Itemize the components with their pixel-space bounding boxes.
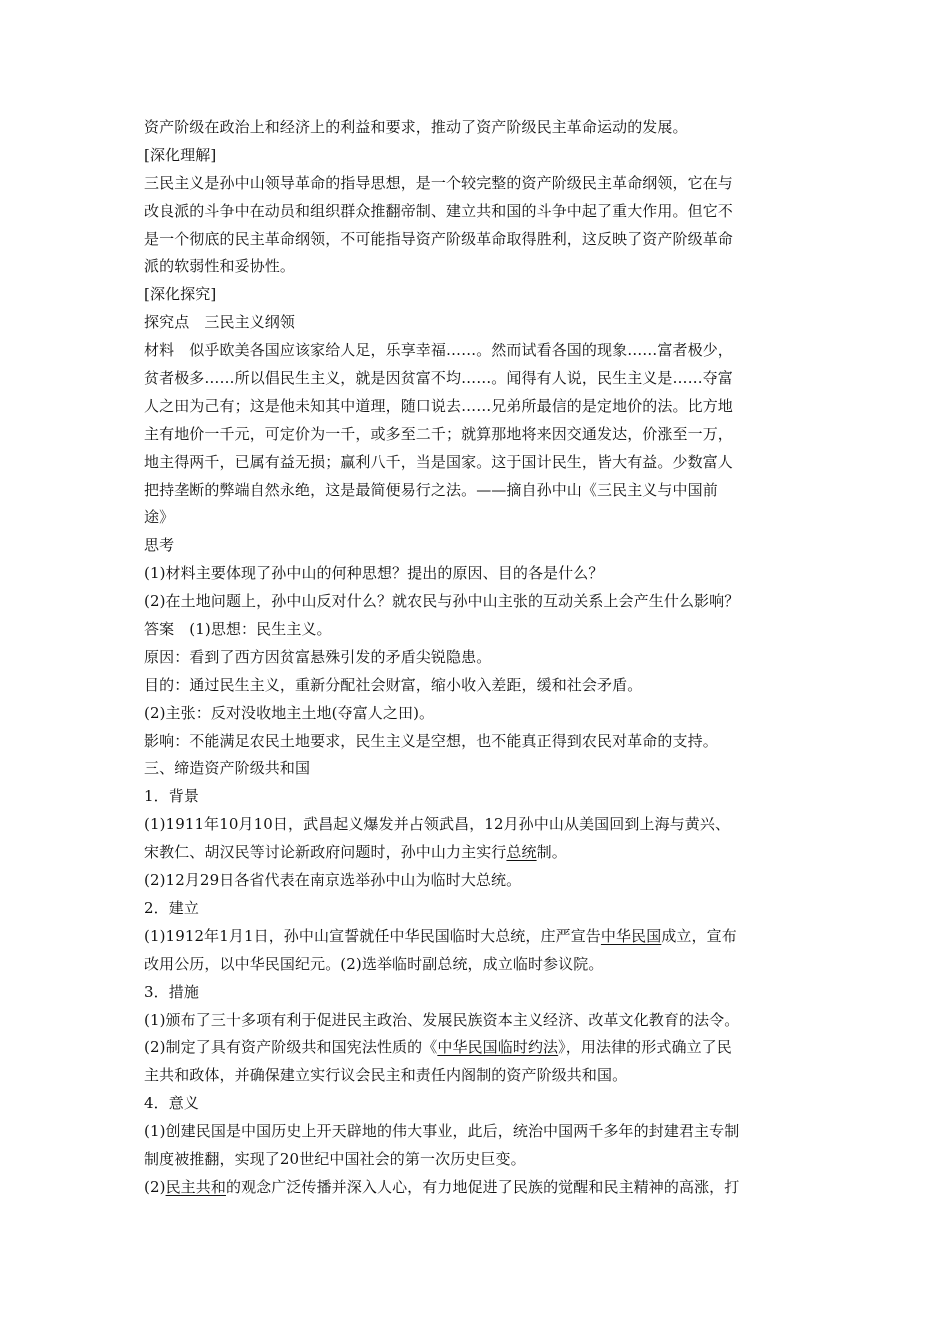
underlined-term: 中华民国: [600, 926, 662, 945]
text-line: [144, 532, 812, 560]
text-line: [144, 755, 812, 783]
text-run: 地主得两千，已属有益无损；赢利八千，当是国家。这于国计民生，皆大有益。少数富人: [144, 452, 733, 471]
text-run: 原因：看到了西方因贫富悬殊引发的矛盾尖锐隐患。: [144, 647, 492, 666]
text-run: (2)在土地问题上，孙中山反对什么？就农民与孙中山主张的互动关系上会产生什么影响？: [144, 592, 740, 611]
text-run: 把持垄断的弊端自然永绝，这是最简便易行之法。——摘自孙中山《三民主义与中国前: [144, 480, 718, 499]
text-line: [144, 449, 812, 477]
text-run: (1)颁布了三十多项有利于促进民主政治、发展民族资本主义经济、改革文化教育的法令。: [144, 1010, 740, 1029]
text-run: 途》: [144, 508, 175, 527]
underlined-term: 中华民国临时约法: [437, 1038, 559, 1057]
text-run: 3．措施: [144, 982, 199, 1001]
text-line: [144, 867, 812, 895]
text-line: [144, 728, 812, 756]
text-line: [144, 644, 812, 672]
text-run: 目的：通过民生主义，重新分配社会财富，缩小收入差距，缓和社会矛盾。: [144, 675, 643, 694]
text-line: [144, 226, 812, 254]
text-run: 主有地价一千元，可定价为一千，或多至二千；就算那地将来因交通发达，价涨至一万，: [144, 424, 733, 443]
text-run: 是一个彻底的民主革命纲领，不可能指导资产阶级革命取得胜利，这反映了资产阶级革命: [144, 229, 733, 248]
text-line: [144, 979, 812, 1007]
underlined-term: 民主共和: [165, 1177, 226, 1196]
text-run: 材料 似乎欧美各国应该家给人足，乐享幸福……。然而试看各国的现象……富者极少，: [144, 341, 733, 360]
text-line: [144, 281, 812, 309]
text-run: (1)材料主要体现了孙中山的何种思想？提出的原因、目的各是什么？: [144, 564, 604, 583]
text-run: 成立，宣布: [661, 926, 737, 945]
text-line: [144, 1034, 812, 1062]
text-line: [144, 142, 812, 170]
text-line: [144, 504, 812, 532]
text-line: [144, 337, 812, 365]
text-run: 人之田为己有；这是他未知其中道理，随口说去……兄弟所最信的是定地价的法。比方地: [144, 396, 733, 415]
text-run: [深化探究]: [144, 285, 217, 304]
text-line: [144, 560, 812, 588]
text-line: [144, 839, 812, 867]
text-run: 影响：不能满足农民土地要求，民生主义是空想，也不能真正得到农民对革命的支持。: [144, 731, 718, 750]
text-run: (2)制定了具有资产阶级共和国宪法性质的《: [144, 1038, 438, 1057]
text-line: [144, 170, 812, 198]
text-line: [144, 811, 812, 839]
text-line: [144, 1146, 812, 1174]
text-run: 资产阶级在政治上和经济上的利益和要求，推动了资产阶级民主革命运动的发展。: [144, 118, 688, 136]
text-line: [144, 1090, 812, 1118]
text-run: 改用公历，以中华民国纪元。(2)选举临时副总统，成立临时参议院。: [144, 954, 604, 973]
text-run: 2．建立: [144, 898, 199, 917]
text-line: [144, 923, 812, 951]
text-line: [144, 477, 812, 505]
text-run: 制。: [536, 843, 567, 862]
text-run: 贫者极多……所以倡民生主义，就是因贫富不均……。闻得有人说，民生主义是……夺富: [144, 369, 733, 388]
text-run: 主共和政体，并确保建立实行议会民主和责任内阁制的资产阶级共和国。: [144, 1066, 628, 1085]
text-line: [144, 365, 812, 393]
text-run: 1．背景: [144, 787, 199, 806]
text-line: [144, 198, 812, 226]
text-run: 的观念广泛传播并深入人心，有力地促进了民族的觉醒和民主精神的高涨，打: [225, 1177, 740, 1196]
text-line: [144, 1118, 812, 1146]
text-run: 答案 (1)思想：民生主义。: [144, 620, 332, 639]
document-body: [144, 114, 812, 1202]
text-line: [144, 895, 812, 923]
text-run: 探究点 三民主义纲领: [144, 313, 296, 332]
text-run: 思考: [144, 536, 175, 555]
text-run: (1)1911年10月10日，武昌起义爆发并占领武昌，12月孙中山从美国回到上海与黄兴、: [144, 815, 731, 834]
text-line: [144, 253, 812, 281]
text-run: 制度被推翻，实现了20世纪中国社会的第一次历史巨变。: [144, 1149, 526, 1168]
text-line: [144, 393, 812, 421]
text-run: 》，用法律的形式确立了民: [558, 1038, 732, 1057]
text-run: (1)创建民国是中国历史上开天辟地的伟大事业，此后，统治中国两千多年的封建君主专制: [144, 1122, 740, 1141]
text-line: [144, 421, 812, 449]
text-run: [深化理解]: [144, 145, 217, 164]
text-run: 4．意义: [144, 1094, 199, 1113]
text-line: [144, 616, 812, 644]
text-run: 改良派的斗争中在动员和组织群众推翻帝制、建立共和国的斗争中起了重大作用。但它不: [144, 201, 733, 220]
text-line: [144, 114, 812, 142]
text-run: 三民主义是孙中山领导革命的指导思想，是一个较完整的资产阶级民主革命纲领，它在与: [144, 173, 733, 192]
text-line: [144, 672, 812, 700]
text-run: 三、缔造资产阶级共和国: [144, 759, 311, 778]
text-run: (1)1912年1月1日，孙中山宣誓就任中华民国临时大总统，庄严宣告: [144, 926, 601, 945]
text-line: [144, 783, 812, 811]
underlined-term: 总统: [506, 843, 537, 862]
text-run: 派的软弱性和妥协性。: [144, 257, 296, 276]
text-line: [144, 1062, 812, 1090]
text-line: [144, 309, 812, 337]
text-run: (2): [144, 1177, 166, 1196]
text-line: [144, 700, 812, 728]
text-line: [144, 1174, 812, 1202]
text-run: (2)12月29日各省代表在南京选举孙中山为临时大总统。: [144, 871, 522, 890]
text-run: (2)主张：反对没收地主土地(夺富人之田)。: [144, 703, 435, 722]
text-run: 宋教仁、胡汉民等讨论新政府问题时，孙中山力主实行: [144, 843, 507, 862]
text-line: [144, 588, 812, 616]
text-line: [144, 1007, 812, 1035]
text-line: [144, 951, 812, 979]
